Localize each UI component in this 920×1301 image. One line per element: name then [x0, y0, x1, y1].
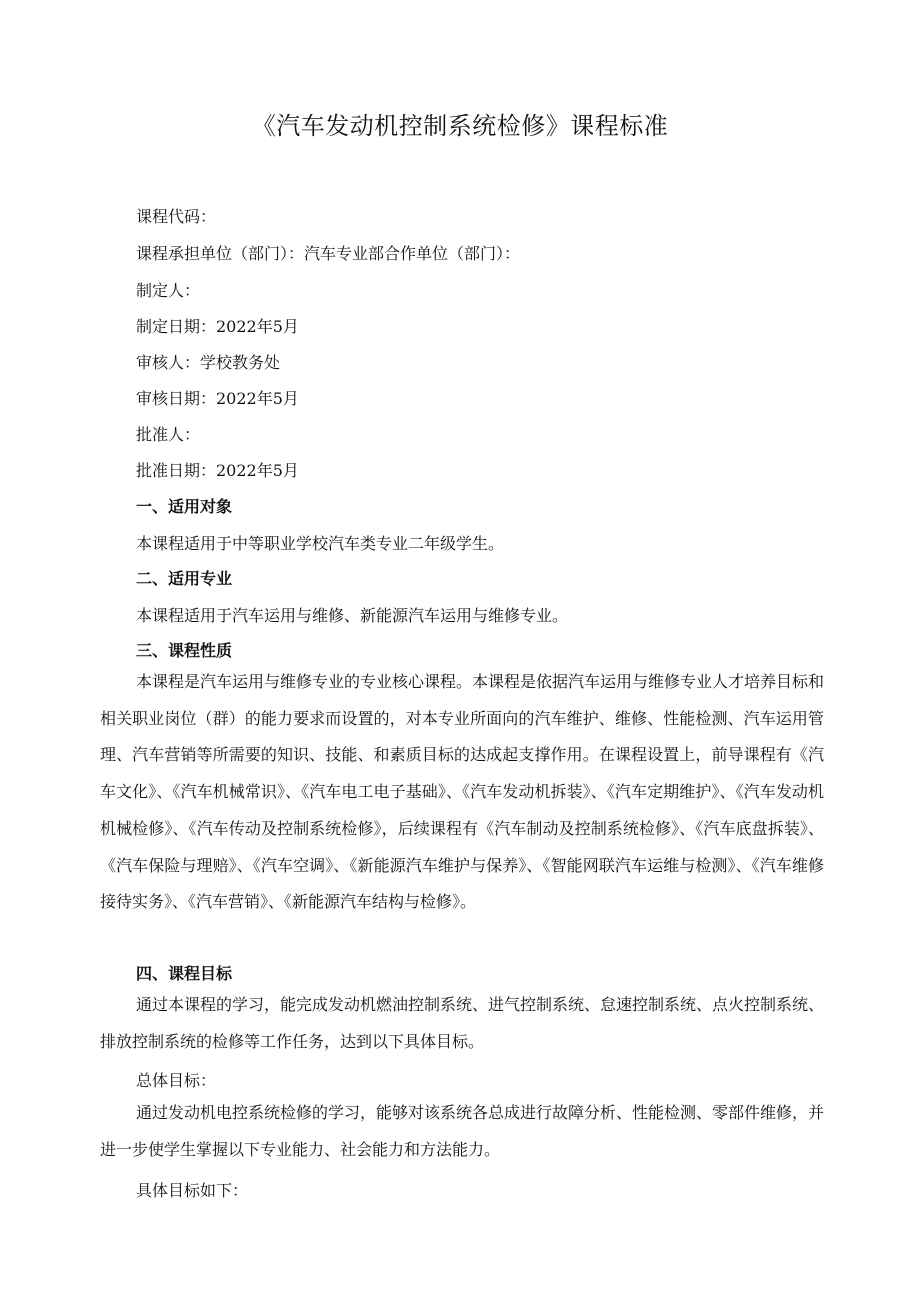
specific-goal-label: 具体目标如下：	[136, 1181, 249, 1200]
overall-goal-text: 通过发动机电控系统检修的学习，能够对该系统各总成进行故障分析、性能检测、零部件维修，并进一步使学生掌握以下专业能力、社会能力和方法能力。	[100, 1103, 825, 1159]
document-title: 《汽车发动机控制系统检修》课程标准	[251, 112, 669, 140]
section-text-major: 本课程适用于汽车运用与维修、新能源汽车运用与维修专业。	[136, 606, 569, 625]
section-text-goals: 通过本课程的学习，能完成发动机燃油控制系统、进气控制系统、怠速控制系统、点火控制系统、排放控制系统的检修等工作任务，达到以下具体目标。	[100, 995, 825, 1051]
overall-goal-label: 总体目标：	[136, 1071, 217, 1090]
meta-course-code: 课程代码：	[136, 207, 217, 226]
section-heading-major: 二、适用专业	[136, 569, 233, 588]
section-heading-target: 一、适用对象	[136, 497, 233, 516]
meta-author: 制定人：	[136, 281, 201, 300]
meta-department: 课程承担单位（部门）：汽车专业部合作单位（部门）：	[136, 244, 521, 263]
section-heading-nature: 三、课程性质	[136, 641, 233, 660]
meta-author-date: 制定日期：2022年5月	[136, 317, 299, 336]
section-text-target: 本课程适用于中等职业学校汽车类专业二年级学生。	[136, 534, 505, 553]
section-heading-goals: 四、课程目标	[136, 964, 233, 983]
section-text-nature: 本课程是汽车运用与维修专业的专业核心课程。本课程是依据汽车运用与维修专业人才培养目标和相关职业岗位（群）的能力要求而设置的，对本专业所面向的汽车维护、维修、性能检测、汽车运用管理、汽车营销等所需要的知识、技能、和素质目标的达成起支撑作用。在课程设置上，前导课程有《汽车文化》、《汽车机械常识》、《汽车电工电子基础》、《汽车发动机拆装》、《汽车定期维护》、《汽车发动机机械检修》、《汽车传动及控制系统检修》，后续课程有《汽车制动及控制系统检修》、《汽车底盘拆装》、《汽车保险与理赔》、《汽车空调》、《新能源汽车维护与保养》、《智能网联汽车运维与检测》、《汽车维修接待实务》、《汽车营销》、《新能源汽车结构与检修》。	[100, 672, 825, 912]
meta-reviewer: 审核人：学校教务处	[136, 353, 281, 372]
meta-approver: 批准人：	[136, 425, 201, 444]
meta-review-date: 审核日期：2022年5月	[136, 389, 299, 408]
meta-approval-date: 批准日期：2022年5月	[136, 461, 299, 480]
